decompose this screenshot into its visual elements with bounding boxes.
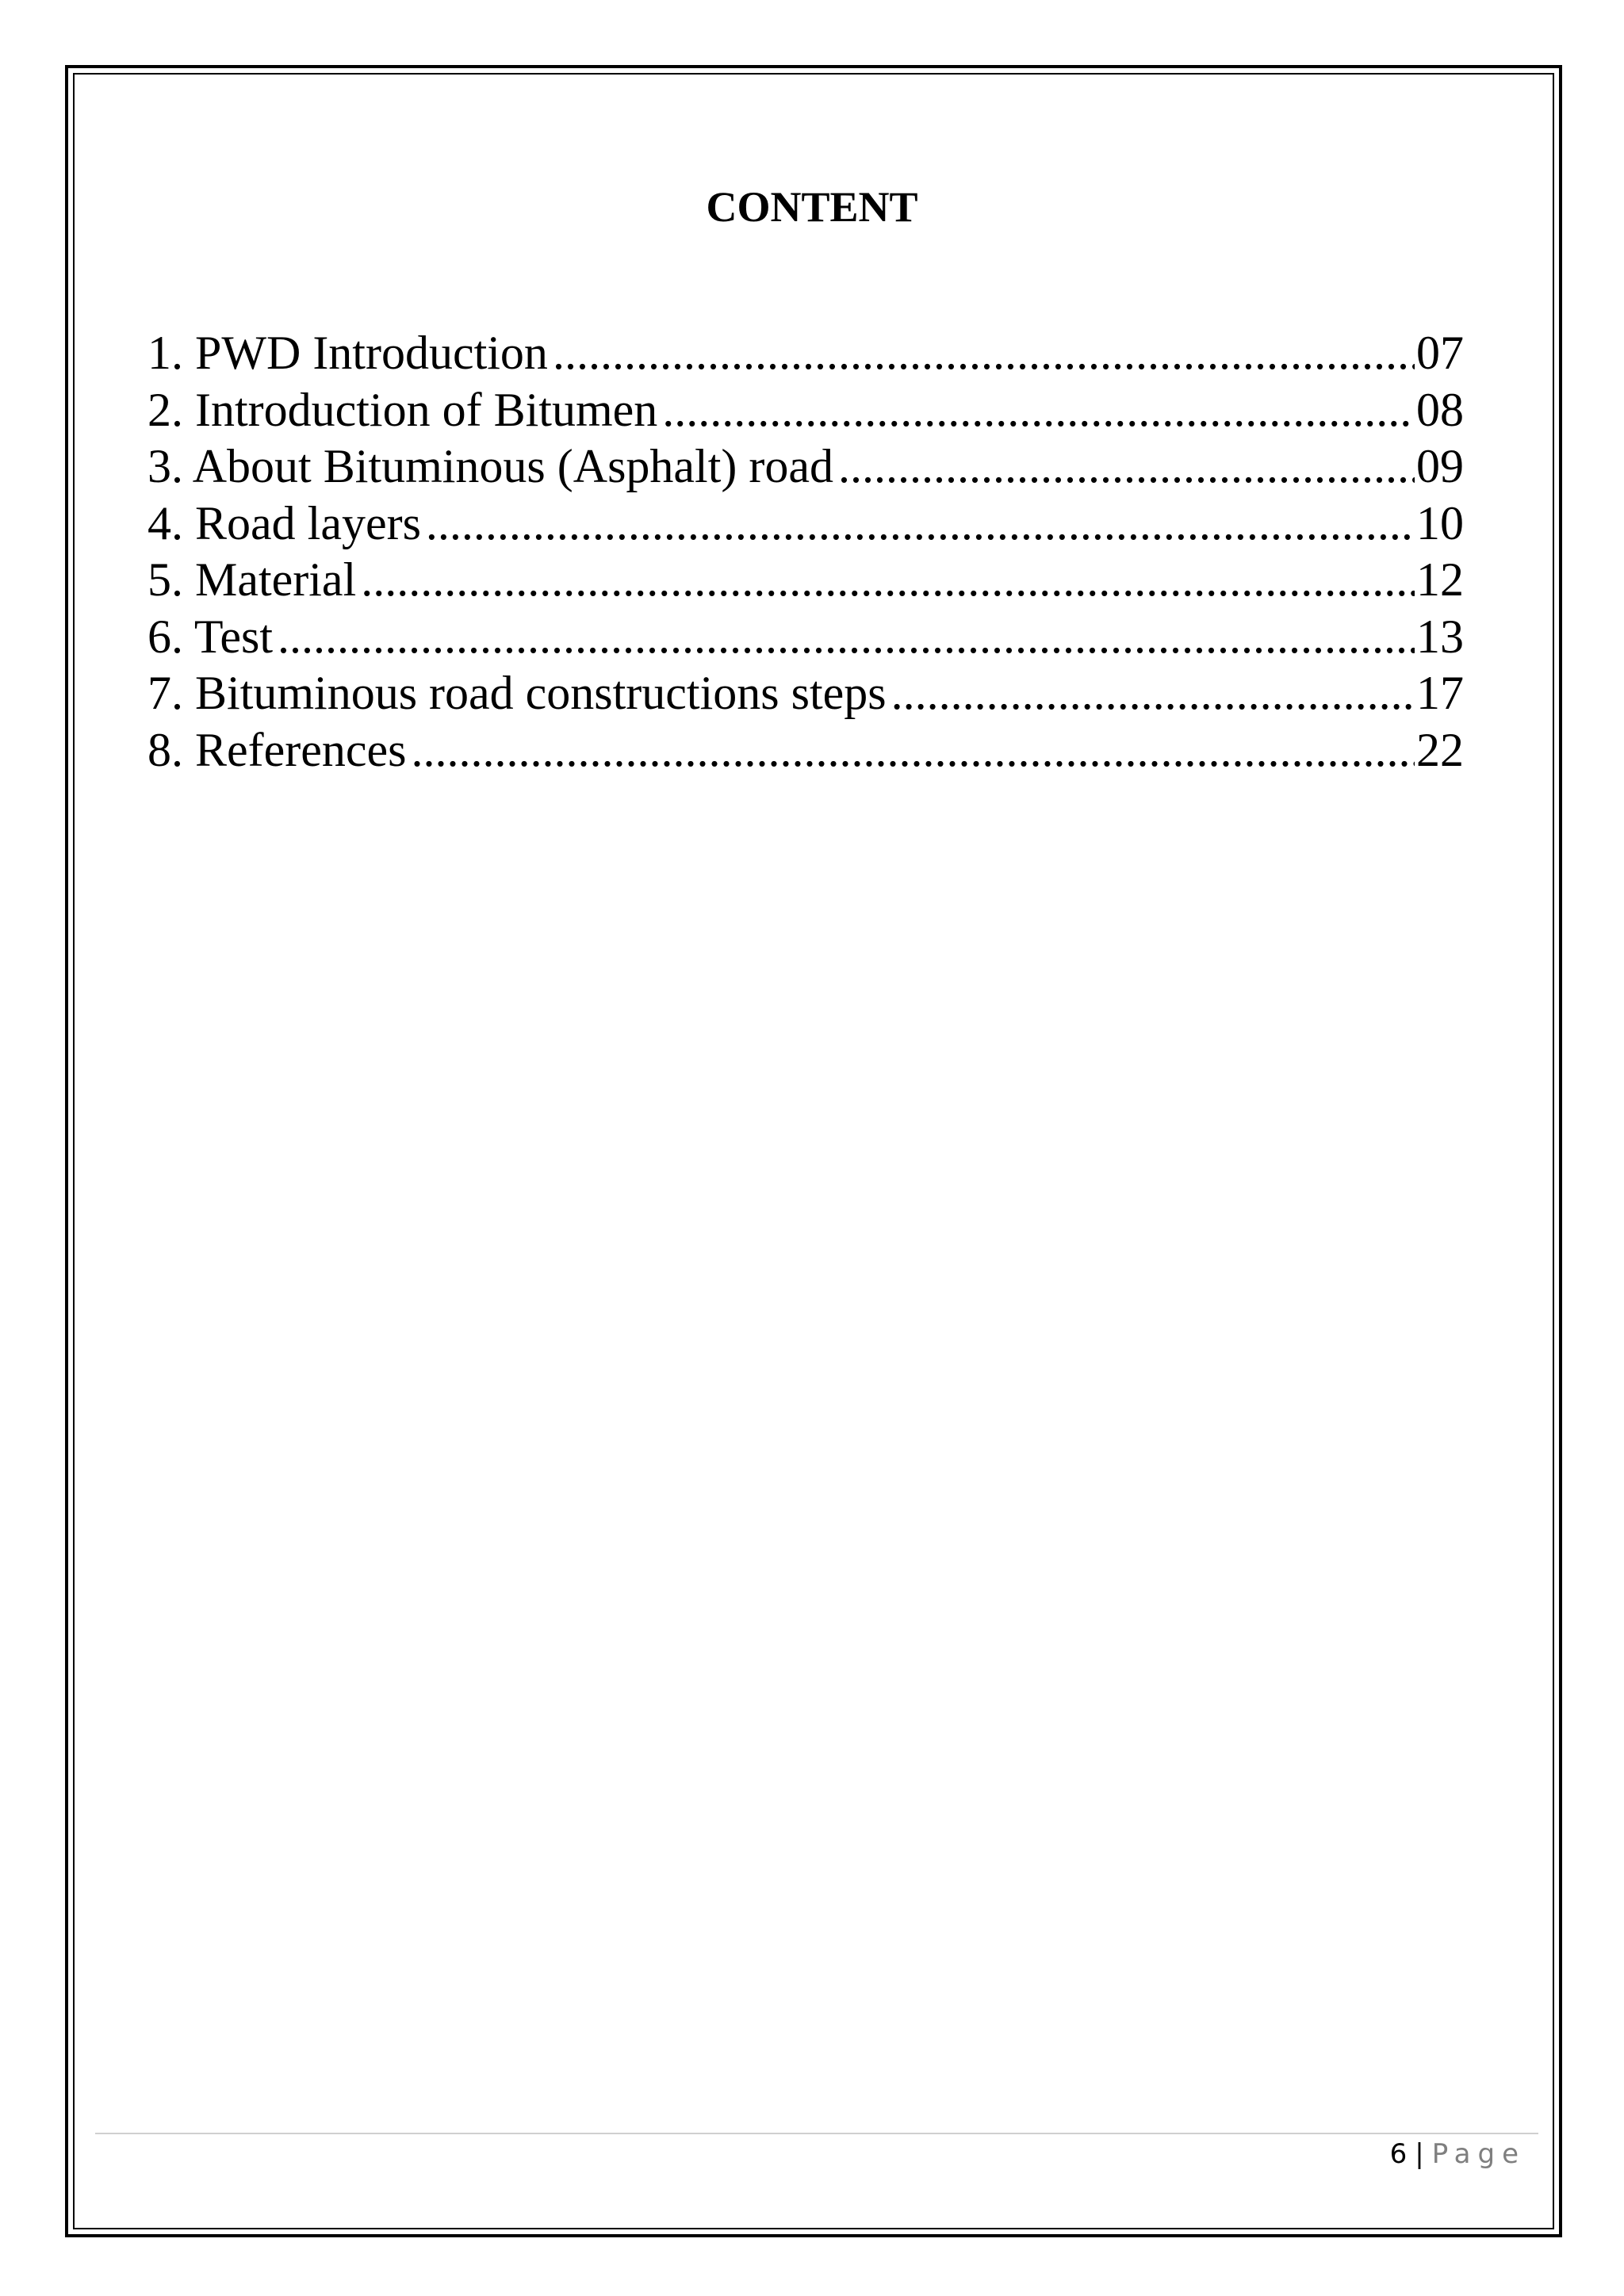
toc-entry-page: 13 bbox=[1416, 610, 1464, 663]
toc-entry-title: 2. Introduction of Bitumen bbox=[147, 383, 658, 436]
toc-dot-leader bbox=[426, 496, 1415, 553]
toc-dot-leader bbox=[891, 665, 1415, 722]
page-title: CONTENT bbox=[706, 183, 918, 231]
toc-entry bbox=[147, 609, 1464, 666]
toc-dot-leader bbox=[411, 722, 1415, 779]
toc-entry bbox=[147, 325, 1464, 382]
page-footer bbox=[1390, 2134, 1526, 2174]
toc-dot-leader bbox=[553, 325, 1415, 382]
toc-dot-leader bbox=[662, 382, 1415, 439]
toc-entry-page: 22 bbox=[1416, 723, 1464, 776]
toc-entry-title: 1. PWD Introduction bbox=[147, 327, 548, 379]
toc-entry bbox=[147, 382, 1464, 439]
toc-entry-title: 7. Bituminous road constructions steps bbox=[147, 667, 887, 719]
toc-entry-page: 08 bbox=[1416, 383, 1464, 436]
footer-separator: | bbox=[1415, 2138, 1424, 2170]
toc-dot-leader bbox=[838, 438, 1415, 496]
toc-entry bbox=[147, 722, 1464, 779]
page-label: Page bbox=[1431, 2138, 1526, 2170]
toc-dot-leader bbox=[361, 552, 1415, 609]
toc-entry bbox=[147, 552, 1464, 609]
toc-entry-page: 07 bbox=[1416, 327, 1464, 379]
toc-entry-title: 3. About Bituminous (Asphalt) road bbox=[147, 440, 833, 492]
toc-entry bbox=[147, 665, 1464, 722]
toc-entry-title: 8. References bbox=[147, 723, 407, 776]
toc-entry-title: 6. Test bbox=[147, 610, 274, 663]
table-of-contents bbox=[147, 325, 1464, 779]
toc-entry-page: 12 bbox=[1416, 553, 1464, 606]
toc-entry-page: 17 bbox=[1416, 667, 1464, 719]
toc-entry-page: 09 bbox=[1416, 440, 1464, 492]
toc-entry bbox=[147, 438, 1464, 496]
toc-dot-leader bbox=[278, 609, 1415, 666]
toc-entry-title: 4. Road layers bbox=[147, 496, 421, 549]
toc-entry bbox=[147, 496, 1464, 553]
page-number: 6 bbox=[1389, 2138, 1408, 2170]
footer-divider bbox=[95, 2133, 1538, 2134]
toc-entry-title: 5. Material bbox=[147, 553, 357, 606]
toc-entry-page: 10 bbox=[1416, 496, 1464, 549]
